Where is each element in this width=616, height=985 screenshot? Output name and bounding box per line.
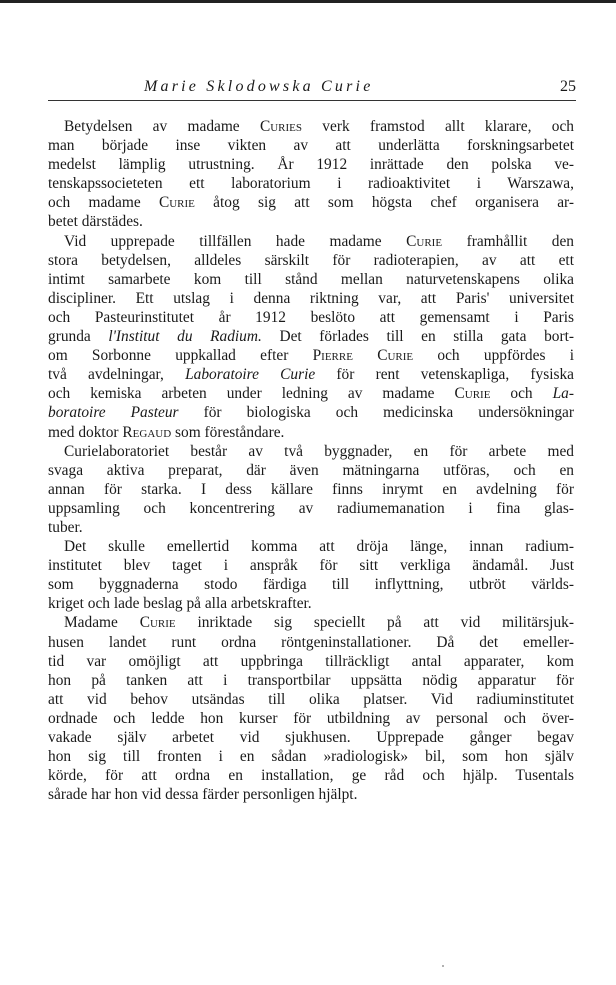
text-run: Betydelsen av madame <box>64 118 260 135</box>
text-line <box>48 785 574 804</box>
small-caps-name: Curie <box>139 614 176 632</box>
small-caps-name: Curie <box>158 194 195 212</box>
text-line <box>48 556 574 575</box>
text-run: och madame <box>48 194 159 212</box>
text-run: stora betydelsen, alldeles särskilt för radioterapien, av att ett <box>48 251 574 269</box>
page-number: 25 <box>560 78 576 95</box>
text-run: vakade själv arbetet vid sjukhusen. Upprepade gånger begav <box>48 729 574 746</box>
text-run: hon sig till fronten i en sådan »radiologisk» bil, som hon själv <box>48 748 574 766</box>
text-line <box>48 442 574 461</box>
text-line <box>48 461 574 480</box>
text-line <box>48 174 574 193</box>
text-line <box>48 747 574 766</box>
text-run: och <box>490 385 553 403</box>
text-run: Det förlades till en stilla gata bort- <box>261 328 574 346</box>
text-line <box>48 690 574 709</box>
header-rule <box>48 100 576 101</box>
text-run: inriktade sig speciellt på att vid militärsjuk- <box>175 614 574 632</box>
text-line <box>48 537 574 556</box>
text-run: med doktor <box>48 423 123 441</box>
text-run: att vid behov utsändas till olika platser. Vid radiuminstitutet <box>48 690 574 708</box>
text-run: man började inse vikten av att underlätta forskningsarbetet <box>48 137 574 155</box>
text-run: som föreståndare. <box>171 423 285 441</box>
text-line <box>48 232 574 251</box>
text-line <box>48 633 574 652</box>
text-line <box>48 117 574 136</box>
text-line <box>48 403 574 422</box>
text-line <box>48 652 574 671</box>
text-run: kriget och lade beslag på alla arbetskrafter. <box>48 595 312 613</box>
text-run: och kemiska arbeten under ledning av madame <box>48 385 455 403</box>
text-line <box>48 499 574 518</box>
text-line <box>48 308 574 327</box>
text-run: svaga aktiva preparat, där även mätningarna utföras, och en <box>48 461 574 479</box>
body-text <box>48 117 574 804</box>
text-run: uppsamling och koncentrering av radiumemanation i fina glas- <box>48 499 574 517</box>
text-run: Vid upprepade tillfällen hade madame <box>64 232 407 250</box>
text-line <box>48 193 574 212</box>
italic-text: La- <box>552 385 574 403</box>
text-run: och Pasteurinstitutet år 1912 beslöto att gemensamt i Paris <box>48 308 574 326</box>
text-run: husen landet runt ordna röntgeninstallationer. Då det emeller- <box>48 633 574 651</box>
text-line <box>48 289 574 308</box>
text-line <box>48 575 574 594</box>
text-line <box>48 136 574 155</box>
text-run: för biologiska och medicinska undersökningar <box>178 404 574 422</box>
text-line <box>48 423 574 442</box>
text-line <box>48 327 574 346</box>
text-run: två avdelningar, <box>48 366 186 384</box>
text-run: betet därstädes. <box>48 213 143 231</box>
text-run: intimt samarbete kom till stånd mellan naturvetenskapens olika <box>48 270 574 288</box>
text-run: för rent vetenskapliga, fysiska <box>315 366 574 384</box>
text-run: hon på tanken att i transportbilar uppsätta nödig apparatur för <box>48 671 574 689</box>
text-line <box>48 518 574 537</box>
text-run: institutet blev taget i anspråk för sitt verkliga ändamål. Just <box>48 557 574 575</box>
italic-text: l'Institut du Radium. <box>108 328 262 346</box>
text-line <box>48 384 574 403</box>
text-run: sårade har hon vid dessa färder personligen hjälpt. <box>48 786 358 804</box>
text-run: annan för starka. I dess källare finns inrymt en avdelning för <box>48 480 574 498</box>
running-title: Marie Sklodowska Curie <box>144 78 374 95</box>
italic-text: boratoire Pasteur <box>48 404 179 422</box>
text-run: medelst lämplig utrustning. År 1912 inrättade den polska ve- <box>48 156 574 174</box>
text-run: verk framstod allt klarare, och <box>302 118 574 135</box>
text-run: tuber. <box>48 518 83 536</box>
text-run: tenskapssocieteten ett laboratorium i radioaktivitet i Warszawa, <box>48 175 574 193</box>
text-run: körde, för att ordna en installation, ge råd och hjälp. Tusentals <box>48 767 574 785</box>
top-border-rule <box>0 0 616 3</box>
text-run: som byggnaderna stodo färdiga till inflyttning, utbröt världs- <box>48 576 574 594</box>
print-speck <box>442 965 444 967</box>
text-line <box>48 709 574 728</box>
text-run: ordnade och ledde hon kurser för utbildning av personal och över- <box>48 709 574 727</box>
text-run: discipliner. Ett utslag i denna riktning var, att Paris' universitet <box>48 289 574 307</box>
text-line <box>48 365 574 384</box>
text-line <box>48 480 574 499</box>
text-run: åtog sig att som högsta chef organisera ar- <box>194 194 574 212</box>
small-caps-name: Curie <box>406 232 443 250</box>
text-line <box>48 251 574 270</box>
text-run: om Sorbonne uppkallad efter <box>48 347 313 365</box>
text-line <box>48 155 574 174</box>
running-header <box>48 78 576 104</box>
text-run: grunda <box>48 328 109 346</box>
small-caps-name: Regaud <box>122 423 172 441</box>
text-run: och uppfördes i <box>413 347 574 365</box>
text-line <box>48 766 574 785</box>
text-line <box>48 212 574 231</box>
text-line <box>48 671 574 690</box>
small-caps-name: Pierre Curie <box>312 347 414 365</box>
text-line <box>48 346 574 365</box>
text-run: Det skulle emellertid komma att dröja länge, innan radium- <box>64 538 574 556</box>
small-caps-name: Curies <box>259 118 302 135</box>
text-run: framhållit den <box>442 232 574 250</box>
small-caps-name: Curie <box>454 385 491 403</box>
text-line <box>48 594 574 613</box>
text-run: Madame <box>64 614 140 632</box>
text-run: tid var omöjligt att uppbringa tillräckligt antal apparater, kom <box>48 652 574 670</box>
italic-text: Laboratoire Curie <box>185 366 316 384</box>
text-line <box>48 728 574 747</box>
text-run: Curielaboratoriet består av två byggnader, en för arbete med <box>64 442 574 460</box>
text-line <box>48 613 574 632</box>
text-line <box>48 270 574 289</box>
